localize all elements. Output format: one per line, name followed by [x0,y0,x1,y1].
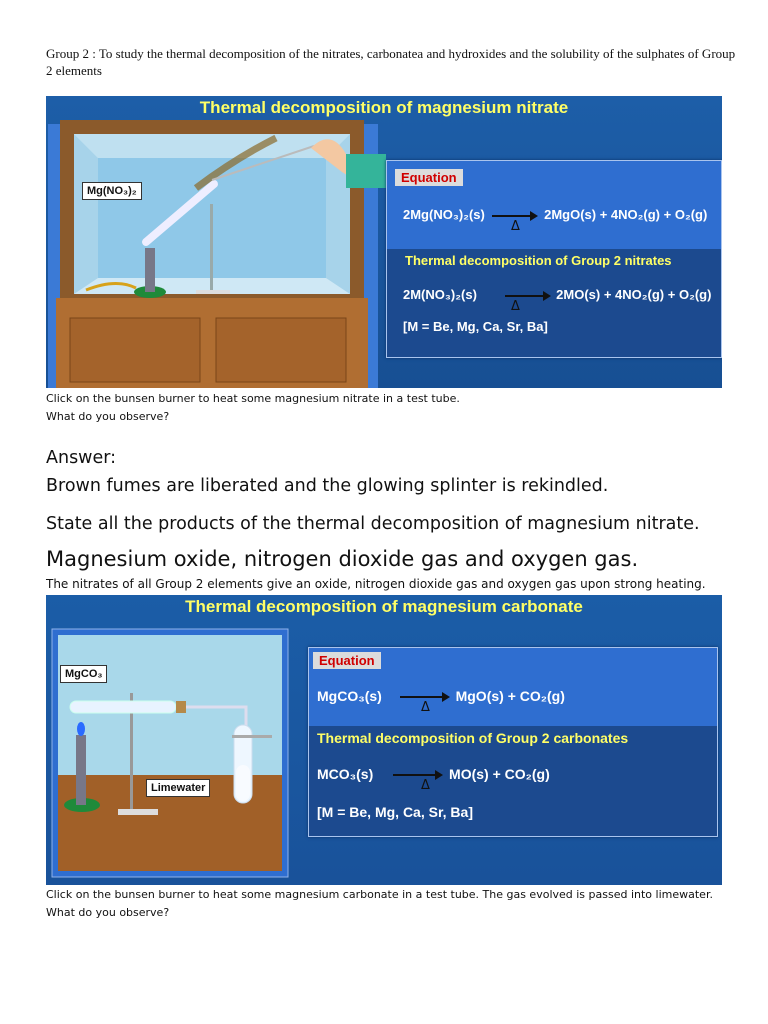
slide-title: Thermal decomposition of magnesium carbonate [185,597,583,616]
general-equation [317,766,550,782]
answer-heading: Answer: [46,448,117,468]
reaction-arrow [492,215,536,217]
equation [403,207,707,222]
caption-line-1: Click on the bunsen burner to heat some magnesium nitrate in a test tube. [46,392,460,405]
general-title: Thermal decomposition of Group 2 carbonates [317,730,629,746]
metals-list: [M = Be, Mg, Ca, Sr, Ba] [403,319,548,334]
equation [317,688,565,704]
general-reactant: 2M(NO₃)₂(s) [403,287,477,302]
equation-panel [308,647,718,837]
equation-products: MgO(s) + CO₂(g) [455,688,565,704]
nitrate-apparatus-illustration [46,118,386,388]
summary-note: The nitrates of all Group 2 elements give an oxide, nitrogen dioxide gas and oxygen gas upon strong heating. [46,577,706,591]
caption-line-2: What do you observe? [46,410,170,423]
answer-text: Brown fumes are liberated and the glowing splinter is rekindled. [46,476,609,496]
general-equation [403,287,711,302]
general-heat-symbol: Δ [421,778,430,793]
equation-panel [386,160,722,358]
general-arrow [505,295,549,297]
carbonate-apparatus-illustration [46,625,296,885]
equation-tag: Equation [395,169,463,186]
reagent-label: Mg(NO₃)₂ [82,182,142,200]
general-heat-symbol: Δ [511,299,520,314]
slide-title: Thermal decomposition of magnesium nitrate [199,98,569,117]
products-answer: Magnesium oxide, nitrogen dioxide gas and oxygen gas. [46,547,639,571]
general-products: 2MO(s) + 4NO₂(g) + O₂(g) [556,287,712,302]
nitrate-slide [46,96,722,388]
general-products: MO(s) + CO₂(g) [449,766,550,782]
caption-2: Click on the bunsen burner to heat some magnesium carbonate in a test tube. The gas evolved is passed into limewater. What do you observe? [46,888,713,919]
heat-symbol: Δ [421,700,430,715]
heat-symbol: Δ [511,219,520,234]
general-arrow [393,774,441,776]
equation-tag: Equation [313,652,381,669]
intro-text: Group 2 : To study the thermal decomposition of the nitrates, carbonatea and hydroxides and the solubility of the sulphates of Group 2 elements [46,46,736,78]
equation-reactant: MgCO₃(s) [317,688,382,704]
carbonate-slide [46,595,722,885]
question-text: State all the products of the thermal decomposition of magnesium nitrate. [46,514,700,534]
equation-reactant: 2Mg(NO₃)₂(s) [403,207,485,222]
general-reactant: MCO₃(s) [317,766,374,782]
reaction-arrow [400,696,448,698]
general-title: Thermal decomposition of Group 2 nitrates [405,253,672,268]
reagent-label: MgCO₃ [60,665,107,683]
limewater-label: Limewater [146,779,210,797]
metals-list: [M = Be, Mg, Ca, Sr, Ba] [317,804,473,820]
equation-products: 2MgO(s) + 4NO₂(g) + O₂(g) [544,207,708,222]
